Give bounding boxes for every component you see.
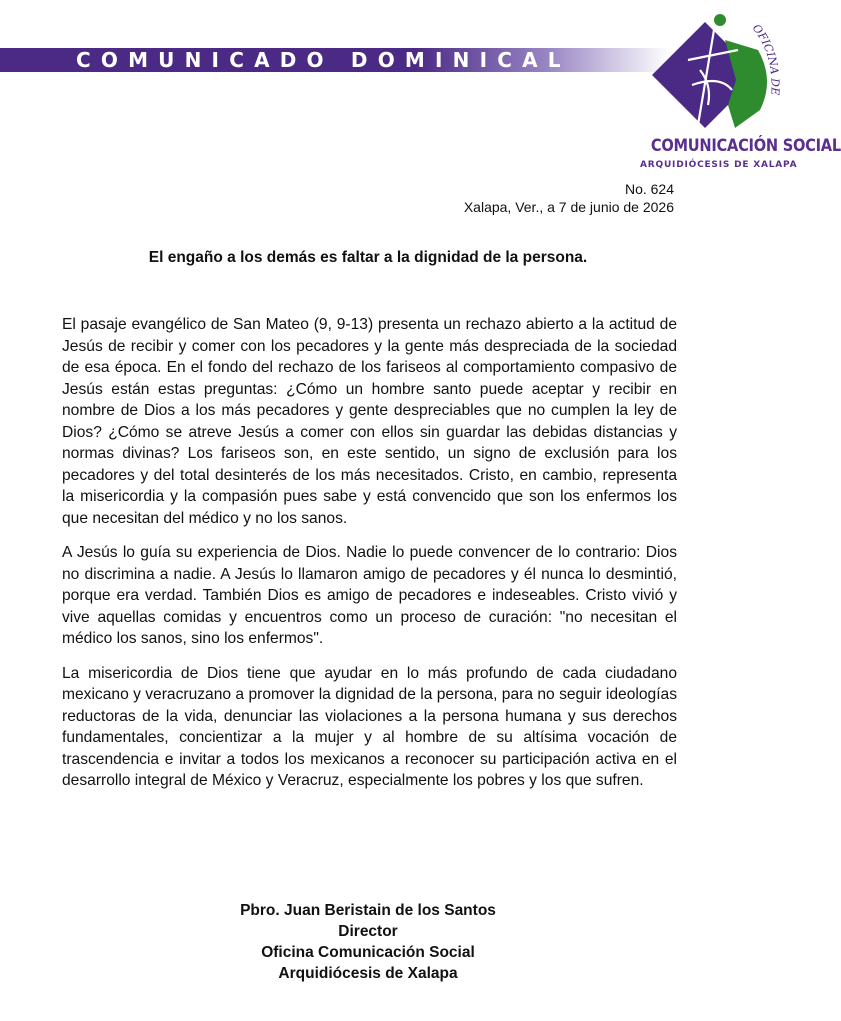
signature-office: Oficina Comunicación Social <box>261 944 475 961</box>
signature-institution: Arquidiócesis de Xalapa <box>278 965 458 982</box>
place-date: Xalapa, Ver., a 7 de junio de 2026 <box>463 199 674 215</box>
body-text <box>62 314 677 805</box>
signature-block <box>0 900 736 984</box>
paragraph-2: A Jesús lo guía su experiencia de Dios. Nadie lo puede convencer de lo contrario: Dios no discrimina a nadie. A Jesús lo llamaron amigo de pecadores y él nunca lo desmintió, porque era verdad. También Dios es amigo de pecadores e indeseables. Cristo vivió y vive aquellas comidas y encuentros como un proceso de curación: "no necesitan el médico los sanos, sino los enfermos". <box>62 544 677 647</box>
document-number: No. 624 <box>624 181 674 197</box>
logo-head <box>714 14 726 26</box>
document-meta <box>464 180 674 216</box>
paragraph-3: La misericordia de Dios tiene que ayudar en lo más profundo de cada ciudadano mexicano y veracruzano a promover la dignidad de la persona, para no seguir ideologías reductoras de la vida, denunciar las violaciones a la persona humana y sus derechos fundamentales, concientizar a la mujer y al hombre de su altísima vocación de trascendencia e invitar a todos los mexicanos a reconocer su participación activa en el desarrollo integral de México y Veracruz, especialmente los pobres y los que sufren. <box>62 664 677 789</box>
header-banner <box>0 48 670 72</box>
signature-name: Pbro. Juan Beristain de los Santos <box>240 902 496 919</box>
banner-title: COMUNICADO DOMINICAL <box>76 48 571 72</box>
paragraph-1: El pasaje evangélico de San Mateo (9, 9-13) presenta un rechazo abierto a la actitud de Jesús de recibir y comer con los pecadores y la gente más despreciada de la sociedad de esa época. En el fondo del rechazo de los fariseos al comportamiento compasivo de Jesús están estas preguntas: ¿Cómo un hombre santo puede aceptar y recibir en nombre de Dios a los más pecadores y gente despreciables que no cumplen la ley de Dios? ¿Cómo se atreve Jesús a comer con ellos sin guardar las debidas distancias y normas divinas? Los fariseos son, en este sentido, un signo de exclusión para los pecadores y del total desinterés de los más necesitados. Cristo, en cambio, representa la misericordia y la compasión pues sabe y está convencido que son los enfermos los que necesitan del médico y no los sanos. <box>62 316 677 527</box>
headline: El engaño a los demás es faltar a la dignidad de la persona. <box>148 249 588 266</box>
logo-sub-name: ARQUIDIÓCESIS DE XALAPA <box>640 160 798 170</box>
logo-arc-text: OFICINA DE <box>749 21 782 96</box>
signature-role: Director <box>338 923 398 940</box>
logo-org-name: COMUNICACIÓN SOCIAL <box>650 136 841 156</box>
